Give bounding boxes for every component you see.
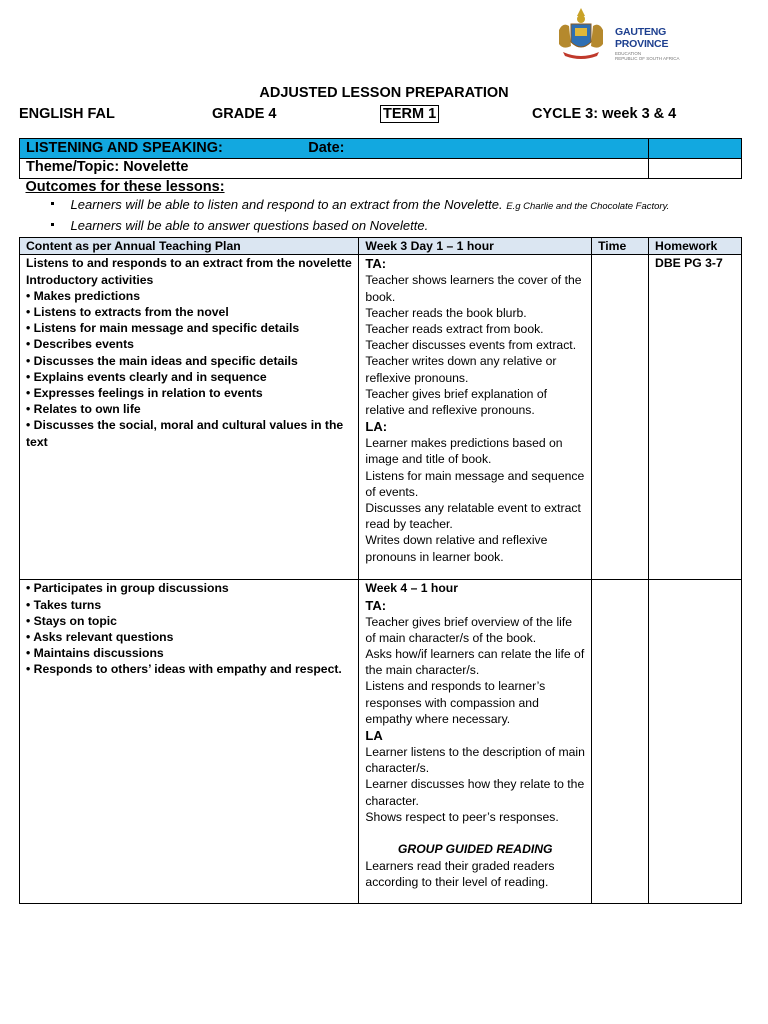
section-header-cell xyxy=(20,139,649,159)
gauteng-logo xyxy=(553,6,703,64)
col-content: Content as per Annual Teaching Plan xyxy=(20,238,359,255)
theme-row xyxy=(20,159,742,179)
content-line: • Expresses feelings in relation to events xyxy=(26,386,263,401)
document-title: ADJUSTED LESSON PREPARATION xyxy=(259,85,509,101)
theme-blank xyxy=(649,159,742,179)
logo-sub1: EDUCATION xyxy=(615,51,642,56)
content-line: • Listens for main message and specific details xyxy=(26,321,300,336)
content-line: • Listens to extracts from the novel xyxy=(26,305,229,320)
logo-name: GAUTENG PROVINCE xyxy=(615,26,669,50)
ta-line: Teacher gives brief overview of the life of main character/s of the book. xyxy=(365,614,573,645)
content-line: Introductory activities xyxy=(26,272,154,287)
content-line: • Participates in group discussions xyxy=(26,581,229,596)
outcomes-cell xyxy=(20,179,742,238)
content-line: • Maintains discussions xyxy=(26,646,164,661)
term-label xyxy=(380,106,439,122)
subject-label: ENGLISH FAL xyxy=(19,106,115,122)
week4-homework-cell xyxy=(649,580,742,904)
coat-of-arms-icon xyxy=(553,6,609,64)
ta-line: Listens and responds to learner’s responses with compassion and empathy where necessary. xyxy=(365,679,546,726)
logo-sub2: REPUBLIC OF SOUTH AFRICA xyxy=(615,56,680,61)
theme-topic: Theme/Topic: Novelette xyxy=(26,159,189,175)
column-header-row xyxy=(20,238,742,255)
week3-activity-cell xyxy=(359,255,592,580)
la-line: Learner listens to the description of main character/s. xyxy=(365,745,585,776)
content-line: • Explains events clearly and in sequence xyxy=(26,369,267,384)
ta-line: Teacher reads extract from book. xyxy=(365,322,544,337)
section-name: LISTENING AND SPEAKING: xyxy=(26,140,223,156)
week4-row xyxy=(20,580,742,904)
la-label: LA xyxy=(365,728,383,744)
la-line: Shows respect to peer’s responses. xyxy=(365,809,559,824)
content-line: • Takes turns xyxy=(26,597,102,612)
ta-line: Teacher reads the book blurb. xyxy=(365,305,527,320)
content-line: • Discusses the main ideas and specific details xyxy=(26,353,298,368)
week4-time-cell xyxy=(592,580,649,904)
week3-content-cell xyxy=(20,255,359,580)
cycle-label: CYCLE 3: week 3 & 4 xyxy=(532,106,677,122)
content-line: • Stays on topic xyxy=(26,613,117,628)
content-line: Listens to and responds to an extract from the novelette xyxy=(26,256,352,271)
logo-text xyxy=(615,26,703,61)
col-week: Week 3 Day 1 – 1 hour xyxy=(359,238,592,255)
outcomes-label: Outcomes for these lessons: xyxy=(25,179,225,195)
ta-line: Teacher gives brief explanation of relative and reflexive pronouns. xyxy=(365,386,547,418)
ta-line: Teacher writes down any relative or reflexive pronouns. xyxy=(365,354,557,385)
grade-label: GRADE 4 xyxy=(212,106,277,122)
content-line: • Discusses the social, moral and cultural values in the text xyxy=(26,418,344,449)
ta-label: TA: xyxy=(365,256,387,272)
theme-cell xyxy=(20,159,649,179)
la-line: Writes down relative and reflexive pronouns in learner book. xyxy=(365,533,548,564)
section-header-blank xyxy=(649,139,742,159)
ta-line: Teacher shows learners the cover of the book. xyxy=(365,273,582,304)
la-line: Learner discusses how they relate to the character. xyxy=(365,777,585,808)
section-header-row xyxy=(20,139,742,159)
outcomes-list xyxy=(26,195,736,235)
date-label: Date: xyxy=(308,140,345,156)
col-homework: Homework xyxy=(649,238,742,255)
week3-time-cell xyxy=(592,255,649,580)
content-line: • Responds to others’ ideas with empathy and respect. xyxy=(26,662,342,677)
week3-homework-cell: DBE PG 3-7 xyxy=(649,255,742,580)
outcomes-row xyxy=(20,179,742,238)
col-time: Time xyxy=(592,238,649,255)
ta-line: Asks how/if learners can relate the life of the main character/s. xyxy=(365,647,585,678)
la-line: Learner makes predictions based on image and title of book. xyxy=(365,436,563,467)
content-line: • Asks relevant questions xyxy=(26,630,174,645)
week4-activity-cell xyxy=(359,580,592,904)
outcome-item: Learners will be able to listen and respond to an extract from the Novelette. E.g Charlie and the Chocolate Factory. xyxy=(71,195,736,216)
lesson-table xyxy=(19,138,742,904)
content-line: • Relates to own life xyxy=(26,402,141,417)
week3-row xyxy=(20,255,742,580)
ta-label: TA: xyxy=(365,597,387,613)
content-line: • Makes predictions xyxy=(26,288,140,303)
term-box: TERM 1 xyxy=(380,105,439,123)
la-line: Discusses any relatable event to extract read by teacher. xyxy=(365,501,581,532)
group-guided-reading-label: GROUP GUIDED READING xyxy=(397,842,553,857)
ta-line: Teacher discusses events from extract. xyxy=(365,338,577,353)
outcome-item: Learners will be able to answer questions based on Novelette. xyxy=(71,216,736,235)
content-line: • Describes events xyxy=(26,337,134,352)
week4-label: Week 4 – 1 hour xyxy=(365,581,458,596)
la-label: LA: xyxy=(365,419,388,435)
ggr-line: Learners read their graded readers according to their level of reading. xyxy=(365,859,555,890)
la-line: Listens for main message and sequence of events. xyxy=(365,468,585,499)
week4-content-cell xyxy=(20,580,359,904)
